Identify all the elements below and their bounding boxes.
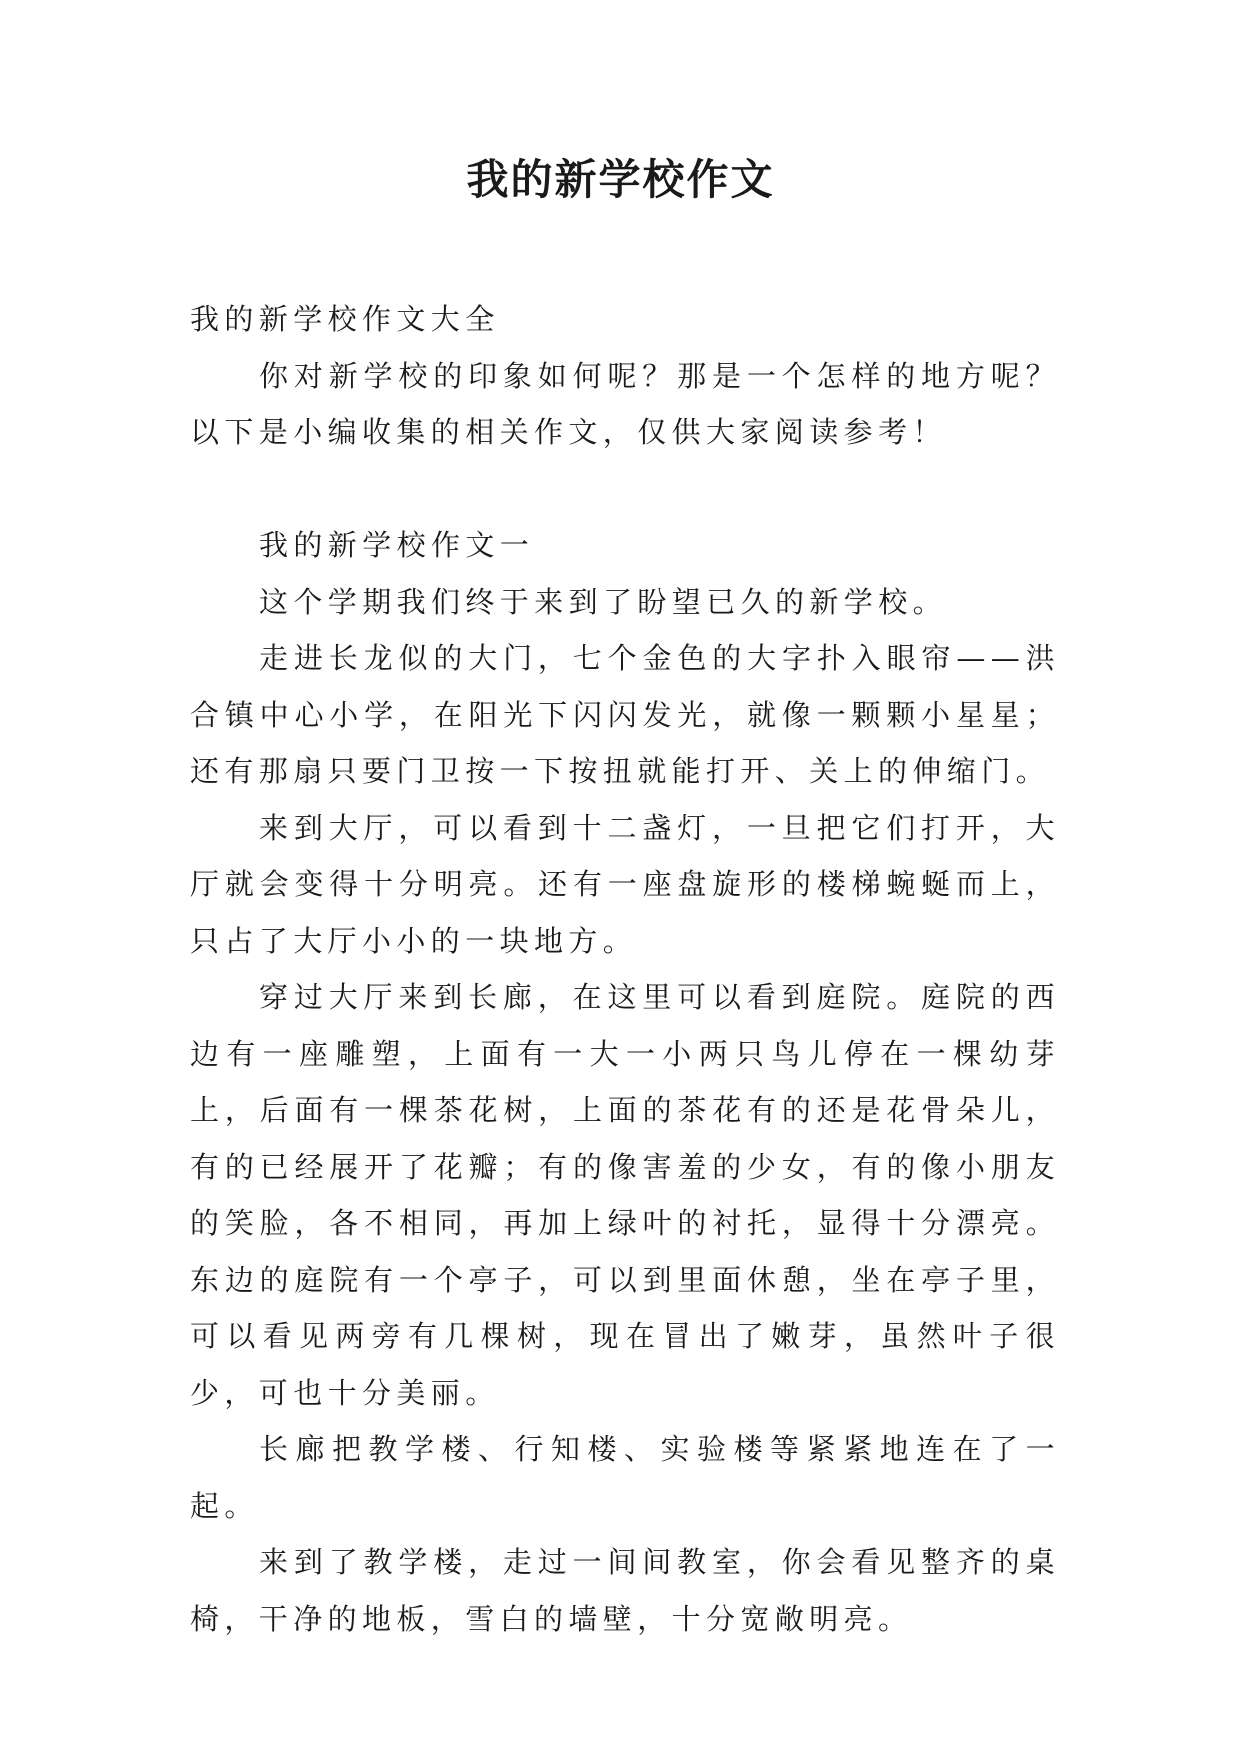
document-title: 我的新学校作文: [466, 155, 775, 204]
paragraph: 穿过大厅来到长廊，在这里可以看到庭院。庭院的西边有一座雕塑，上面有一大一小两只鸟儿停在一棵幼芽上，后面有一棵茶花树，上面的茶花有的还是花骨朵儿，有的已经展开了花瓣；有的像害羞的少女，有的像小朋友的笑脸，各不相同，再加上绿叶的衬托，显得十分漂亮。东边的庭院有一个亭子，可以到里面休憩，坐在亭子里，可以看见两旁有几棵树，现在冒出了嫩芽，虽然叶子很少，可也十分美丽。: [190, 980, 1060, 1410]
paragraph: 来到了教学楼，走过一间间教室，你会看见整齐的桌椅，干净的地板，雪白的墙壁，十分宽敞明亮。: [190, 1545, 1060, 1636]
essay-heading: 我的新学校作文一: [259, 528, 535, 562]
paragraph: 走进长龙似的大门，七个金色的大字扑入眼帘——洪合镇中心小学，在阳光下闪闪发光，就像一颗颗小星星；还有那扇只要门卫按一下按扭就能打开、关上的伸缩门。: [190, 641, 1060, 788]
paragraph: 来到大厅，可以看到十二盏灯，一旦把它们打开，大厅就会变得十分明亮。还有一座盘旋形的楼梯蜿蜒而上，只占了大厅小小的一块地方。: [190, 810, 1060, 958]
document-body: [190, 291, 1060, 1647]
paragraph: 这个学期我们终于来到了盼望已久的新学校。: [259, 584, 948, 619]
intro-paragraph: 你对新学校的印象如何呢？那是一个怎样的地方呢？以下是小编收集的相关作文，仅供大家阅读参考！: [190, 358, 1060, 449]
paragraph: 长廊把教学楼、行知楼、实验楼等紧紧地连在了一起。: [190, 1432, 1060, 1523]
paragraph-gap: [190, 461, 1060, 518]
document-subtitle: 我的新学校作文大全: [190, 302, 500, 336]
